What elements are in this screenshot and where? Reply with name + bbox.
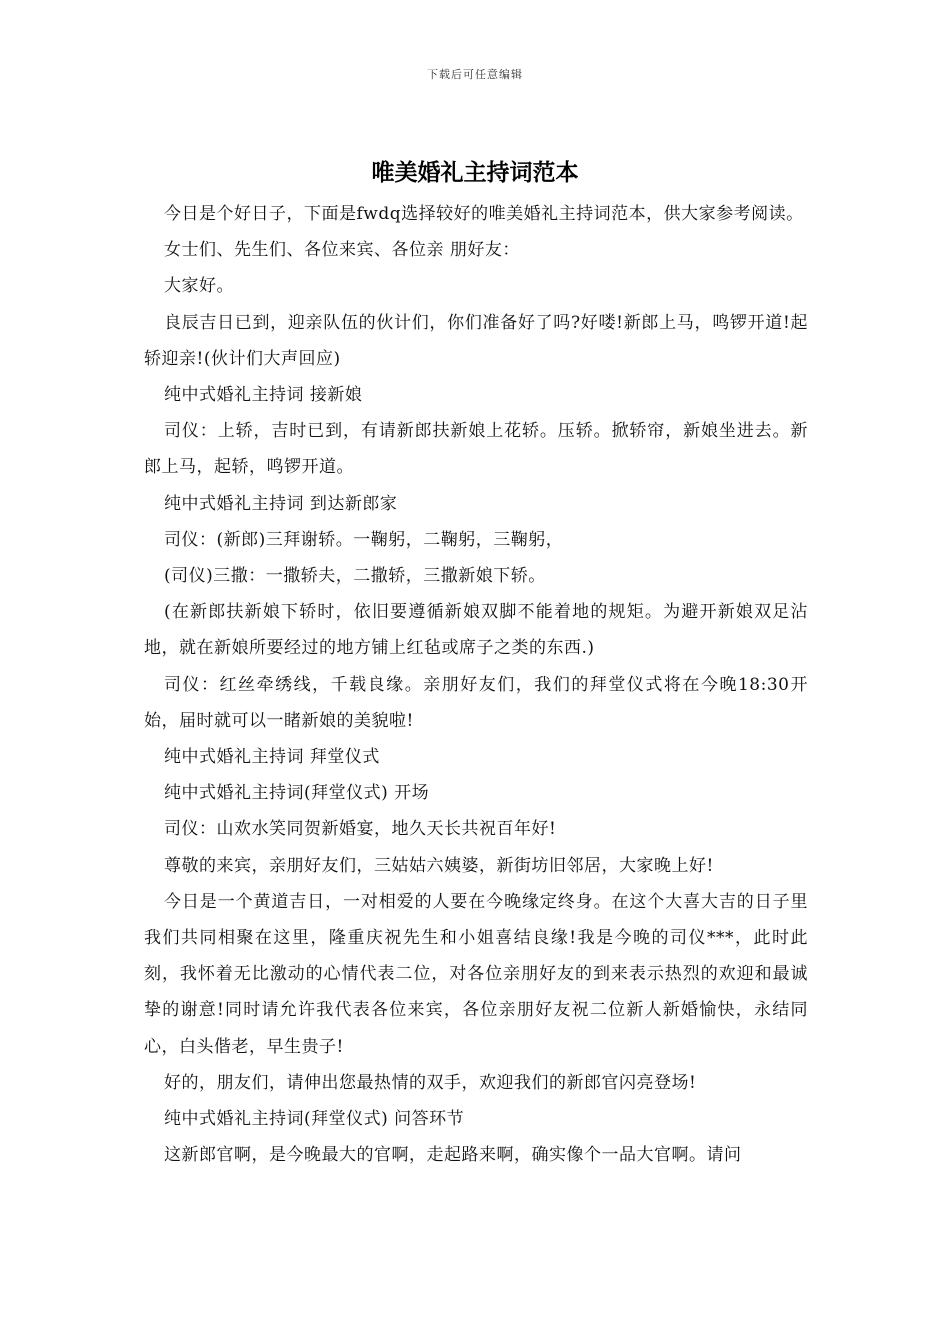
paragraph: 司仪：(新郎)三拜谢轿。一鞠躬，二鞠躬，三鞠躬， [164, 529, 564, 550]
paragraph: 今日是一个黄道吉日，一对相爱的人要在今晚缘定终身。在这个大喜大吉的日子里我们共同相聚在这里，隆重庆祝先生和小姐喜结良缘!我是今晚的司仪***，此时此刻，我怀着无比激动的心情代表二位，对各位亲朋好友的到来表示热烈的欢迎和最诚挚的谢意!同时请允许我代表各位来宾，各位亲朋好友祝二位新人新婚愉快，永结同心，白头偕老，早生贵子! [144, 891, 808, 1057]
document-body [144, 196, 808, 1173]
paragraph: 这新郎官啊，是今晚最大的官啊，走起路来啊，确实像个一品大官啊。请问 [164, 1145, 742, 1166]
paragraph: 司仪：山欢水笑同贺新婚宴，地久天长共祝百年好! [164, 819, 557, 840]
paragraph: 纯中式婚礼主持词(拜堂仪式) 问答环节 [164, 1109, 465, 1130]
document-title: 唯美婚礼主持词范本 [371, 159, 579, 186]
paragraph: 今日是个好日子，下面是fwdq选择较好的唯美婚礼主持词范本，供大家参考阅读。 [164, 204, 804, 224]
paragraph: (在新郎扶新娘下轿时，依旧要遵循新娘双脚不能着地的规矩。为避开新娘双足沾地，就在新娘所要经过的地方铺上红毡或席子之类的东西.) [144, 602, 808, 659]
paragraph: 纯中式婚礼主持词 拜堂仪式 [164, 747, 380, 768]
paragraph: 司仪：红丝牵绣线，千载良缘。亲朋好友们，我们的拜堂仪式将在今晚18:30开始，届时就可以一睹新娘的美貌啦! [144, 674, 808, 731]
paragraph: 纯中式婚礼主持词(拜堂仪式) 开场 [164, 783, 430, 804]
header-note: 下载后可任意编辑 [427, 68, 523, 81]
paragraph: 尊敬的来宾，亲朋好友们，三姑姑六姨婆，新街坊旧邻居，大家晚上好! [164, 855, 714, 876]
paragraph: 纯中式婚礼主持词 到达新郎家 [164, 493, 398, 514]
paragraph: 大家好。 [164, 276, 234, 297]
paragraph: 纯中式婚礼主持词 接新娘 [164, 385, 363, 406]
paragraph: 女士们、先生们、各位来宾、各位亲 朋好友： [164, 240, 520, 261]
paragraph: (司仪)三撒：一撒轿夫，二撒轿，三撒新娘下轿。 [164, 566, 546, 587]
paragraph: 好的，朋友们，请伸出您最热情的双手，欢迎我们的新郎官闪亮登场! [164, 1072, 697, 1093]
paragraph: 良辰吉日已到，迎亲队伍的伙计们，你们准备好了吗?好喽!新郎上马，鸣锣开道!起轿迎亲!(伙计们大声回应) [144, 312, 808, 369]
paragraph: 司仪：上轿，吉时已到，有请新郎扶新娘上花轿。压轿。掀轿帘，新娘坐进去。新郎上马，起轿，鸣锣开道。 [144, 421, 808, 478]
